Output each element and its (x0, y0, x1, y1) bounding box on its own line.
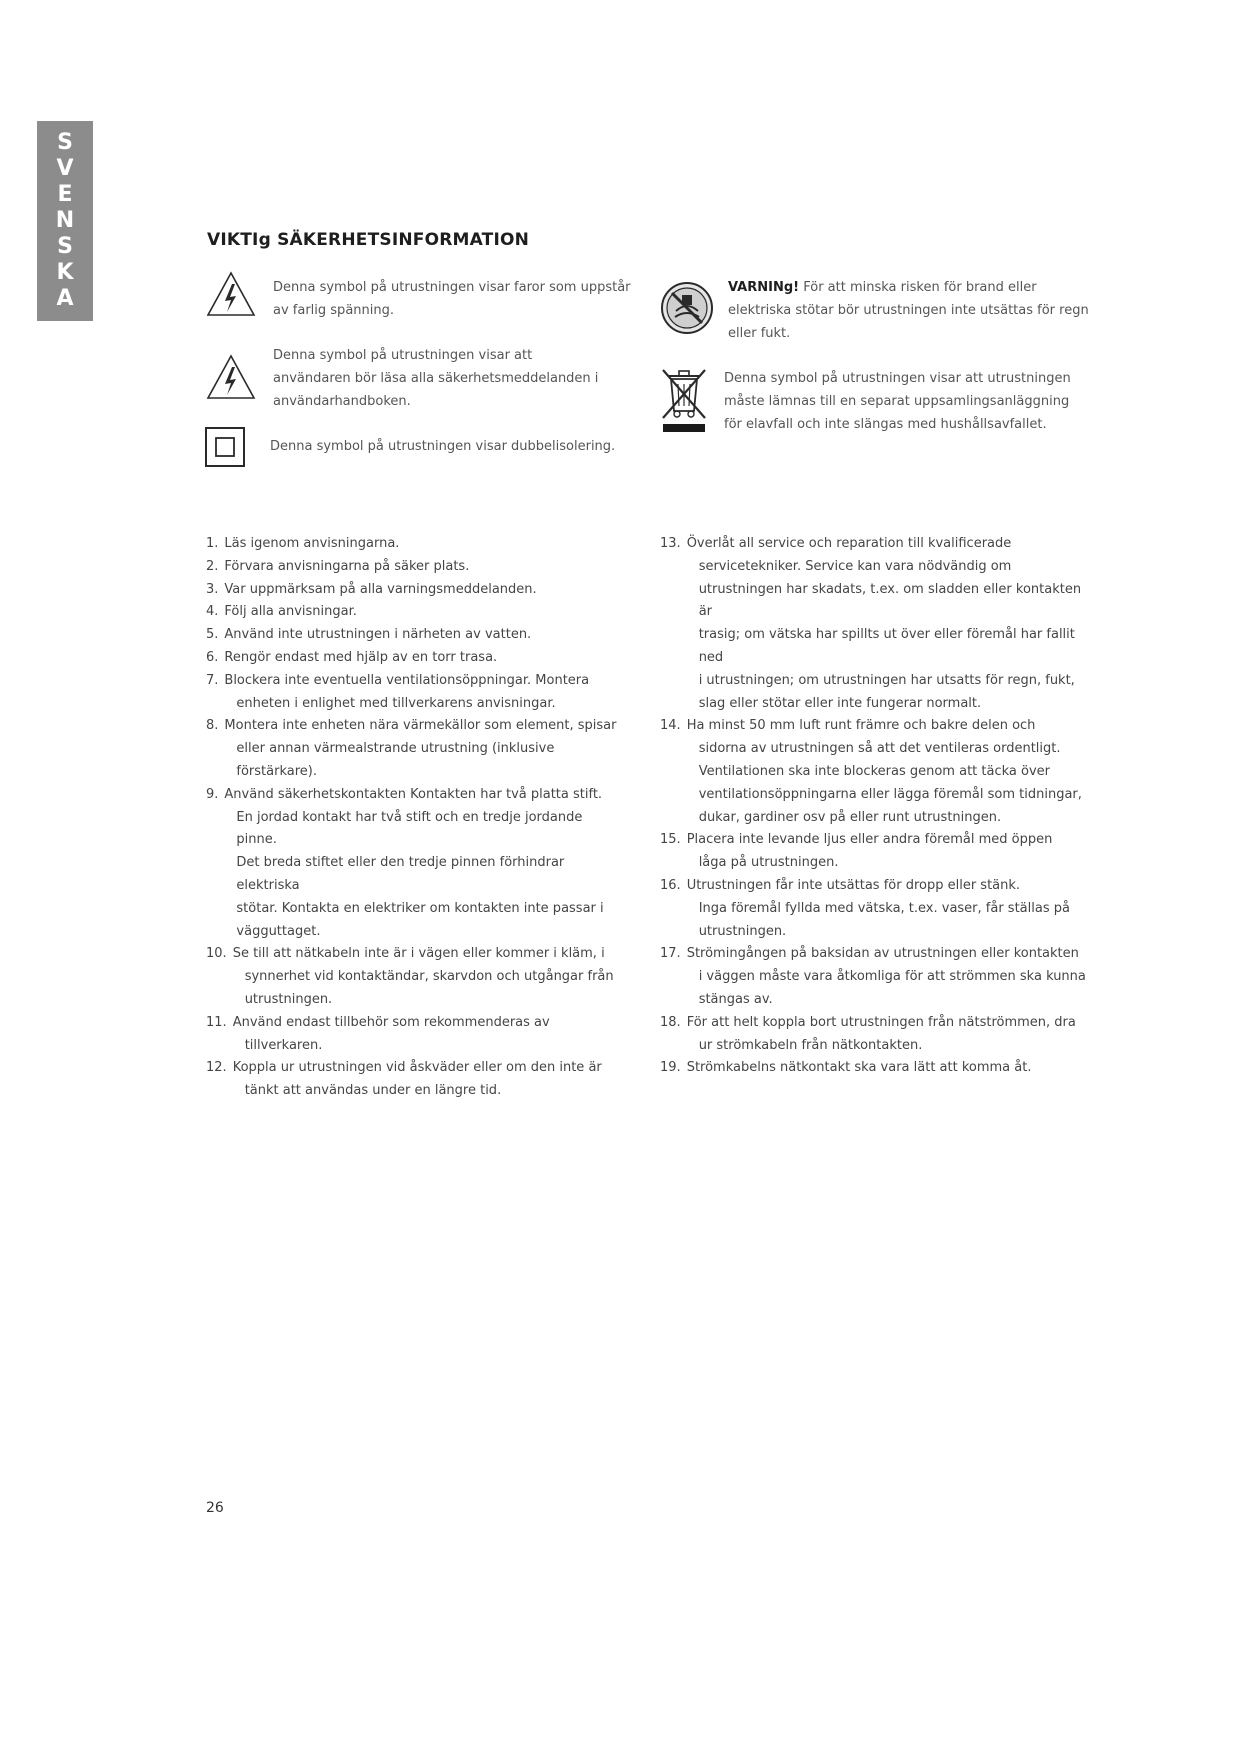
instruction-number: 9. (206, 786, 219, 802)
instruction-text (224, 601, 626, 624)
instruction-item (206, 601, 626, 624)
instruction-line: Använd inte utrustningen i närheten av vatten. (224, 627, 532, 643)
instruction-text (224, 715, 626, 783)
instruction-line: tillverkaren. (244, 1037, 323, 1053)
instruction-line: Inga föremål fyllda med vätska, t.ex. vaser, får ställas på (698, 900, 1070, 916)
double-square-icon (205, 427, 245, 467)
instruction-line: synnerhet vid kontaktändar, skarvdon och utgångar från (244, 969, 614, 985)
symbol-description (273, 344, 598, 413)
language-tab-letter: V (56, 156, 74, 181)
instruction-line: tänkt att användas under en längre tid. (244, 1083, 502, 1099)
instruction-line: servicetekniker. Service kan vara nödvändig om (698, 558, 1012, 574)
instruction-number: 14. (660, 718, 681, 734)
instruction-line: Rengör endast med hjälp av en torr trasa. (224, 649, 498, 665)
instruction-text (233, 1012, 626, 1058)
instruction-item (206, 647, 626, 670)
instruction-item (660, 533, 1090, 715)
symbol-text-line: Denna symbol på utrustningen visar dubbelisolering. (270, 439, 616, 454)
instruction-line: Se till att nätkabeln inte är i vägen eller kommer i kläm, i (232, 946, 605, 962)
instruction-item (660, 715, 1090, 829)
instruction-line: slag eller stötar eller inte fungerar normalt. (698, 695, 982, 711)
instruction-number: 16. (660, 877, 681, 893)
instruction-number: 18. (660, 1014, 681, 1030)
instruction-number: 10. (206, 946, 227, 962)
instruction-line: Ha minst 50 mm luft runt främre och bakre delen och (686, 718, 1036, 734)
instruction-number: 7. (206, 672, 219, 688)
language-tab-letter: A (56, 286, 74, 311)
symbol-description (724, 367, 1071, 436)
instruction-line: ventilationsöppningarna eller lägga föremål som tidningar, (698, 786, 1082, 802)
instruction-line: För att helt koppla bort utrustningen från nätströmmen, dra (686, 1014, 1076, 1030)
symbol-description (273, 276, 631, 322)
symbol-text-line: eller fukt. (728, 326, 791, 341)
instruction-text (687, 1012, 1090, 1058)
instruction-item (206, 670, 626, 716)
instruction-item (206, 943, 626, 1011)
instruction-line: stängas av. (698, 991, 773, 1007)
instruction-item (206, 579, 626, 602)
instruction-text (687, 875, 1090, 943)
instruction-number: 11. (206, 1014, 227, 1030)
instruction-text (687, 829, 1090, 875)
instructions-list-right (660, 533, 1090, 1080)
instruction-line: utrustningen. (244, 991, 333, 1007)
language-tab-letter: K (56, 260, 74, 285)
instruction-line: Använd endast tillbehör som rekommenderas av (232, 1014, 550, 1030)
instruction-number: 5. (206, 627, 219, 643)
instruction-line: Läs igenom anvisningarna. (224, 536, 400, 551)
instruction-text (224, 647, 626, 670)
warning-description (728, 276, 1089, 345)
instruction-line: utrustningen har skadats, t.ex. om sladden eller kontakten är (698, 581, 1082, 620)
instruction-text (687, 533, 1090, 715)
instruction-line: vägguttaget. (236, 923, 321, 939)
instruction-item (206, 533, 626, 556)
symbol-text-line: Denna symbol på utrustningen visar att (273, 348, 533, 363)
instruction-line: Ventilationen ska inte blockeras genom att täcka över (698, 763, 1050, 779)
instruction-number: 1. (206, 536, 219, 551)
instruction-text (687, 943, 1090, 1011)
instruction-line: låga på utrustningen. (698, 855, 839, 871)
instruction-line: Följ alla anvisningar. (224, 604, 357, 620)
instruction-item (660, 1057, 1090, 1080)
instruction-text (233, 1057, 626, 1103)
instruction-text (224, 533, 626, 556)
symbol-text-line: Denna symbol på utrustningen visar att utrustningen (724, 371, 1071, 386)
instruction-item (660, 1012, 1090, 1058)
instruction-number: 15. (660, 832, 681, 848)
symbol-text-line: Denna symbol på utrustningen visar faror som uppstår (273, 280, 631, 295)
instruction-line: i väggen måste vara åtkomliga för att strömmen ska kunna (698, 969, 1086, 985)
lightning-triangle-icon (205, 353, 257, 401)
instruction-line: enheten i enlighet med tillverkarens anvisningar. (236, 695, 556, 711)
symbol-text-line: för elavfall och inte slängas med hushållsavfallet. (724, 417, 1047, 432)
language-tab-letter: S (57, 130, 73, 155)
instruction-line: ur strömkabeln från nätkontakten. (698, 1037, 923, 1053)
language-tab-letter: N (55, 208, 75, 233)
instruction-number: 13. (660, 536, 681, 551)
instruction-line: Strömkabelns nätkontakt ska vara lätt att komma åt. (686, 1060, 1032, 1076)
no-water-icon (660, 281, 714, 335)
instructions-list-left (206, 533, 626, 1103)
language-tab (37, 121, 93, 321)
page-title: VIKTIg SÄKERHETSINFORMATION (207, 230, 530, 250)
warning-first-line (728, 276, 1089, 299)
instruction-line: Det breda stiftet eller den tredje pinnen förhindrar elektriska (236, 855, 565, 893)
instruction-item (206, 784, 626, 944)
crossed-bin-icon (660, 366, 708, 434)
instruction-text (687, 715, 1090, 829)
instruction-text (233, 943, 626, 1011)
symbol-text-line: måste lämnas till en separat uppsamlingsanläggning (724, 394, 1070, 409)
instruction-line: Blockera inte eventuella ventilationsöppningar. Montera (224, 672, 590, 688)
instruction-text (224, 556, 626, 579)
instruction-text (224, 624, 626, 647)
instruction-number: 4. (206, 604, 219, 620)
instruction-item (660, 943, 1090, 1011)
instruction-line: Montera inte enheten nära värmekällor som element, spisar (224, 718, 617, 734)
instruction-item (206, 1057, 626, 1103)
instruction-item (660, 829, 1090, 875)
instruction-line: trasig; om vätska har spillts ut över eller föremål har fallit ned (698, 627, 1075, 665)
instruction-line: Utrustningen får inte utsättas för dropp eller stänk. (686, 877, 1021, 893)
instruction-text (224, 670, 626, 716)
instruction-number: 12. (206, 1060, 227, 1076)
instruction-text (224, 784, 626, 944)
instruction-line: Överlåt all service och reparation till kvalificerade (686, 536, 1012, 551)
symbol-text-line: elektriska stötar bör utrustningen inte utsättas för regn (728, 303, 1089, 318)
instruction-number: 6. (206, 649, 219, 665)
warning-label: VARNINg! (728, 280, 800, 295)
instruction-line: dukar, gardiner osv på eller runt utrustningen. (698, 809, 1002, 825)
symbol-text-line: användaren bör läsa alla säkerhetsmeddelanden i (273, 371, 599, 386)
symbol-description (270, 435, 615, 458)
instruction-text (687, 1057, 1090, 1080)
instruction-item (206, 556, 626, 579)
instruction-line: En jordad kontakt har två stift och en tredje jordande pinne. (236, 809, 583, 848)
instruction-line: sidorna av utrustningen så att det ventileras ordentligt. (698, 741, 1061, 757)
instruction-item (206, 1012, 626, 1058)
instruction-number: 8. (206, 718, 219, 734)
instruction-line: i utrustningen; om utrustningen har utsatts för regn, fukt, (698, 672, 1075, 688)
instruction-line: Var uppmärksam på alla varningsmeddelanden. (224, 581, 537, 597)
instruction-line: eller annan värmealstrande utrustning (inklusive förstärkare). (236, 741, 555, 779)
instruction-line: Placera inte levande ljus eller andra föremål med öppen (686, 832, 1053, 848)
instruction-item (660, 875, 1090, 943)
symbol-text-line: av farlig spänning. (273, 303, 394, 318)
instruction-line: Koppla ur utrustningen vid åskväder eller om den inte är (232, 1060, 602, 1076)
language-tab-letter: S (57, 234, 73, 259)
instruction-line: Använd säkerhetskontakten Kontakten har två platta stift. (224, 786, 603, 802)
page-number: 26 (206, 1500, 224, 1516)
language-tab-letter: E (57, 182, 73, 207)
warning-first-text: För att minska risken för brand eller (799, 280, 1037, 295)
instruction-number: 17. (660, 946, 681, 962)
lightning-triangle-icon (205, 270, 257, 318)
instruction-number: 2. (206, 558, 219, 574)
instruction-item (206, 624, 626, 647)
instruction-line: stötar. Kontakta en elektriker om kontakten inte passar i (236, 900, 604, 916)
instruction-number: 19. (660, 1060, 681, 1076)
symbol-text-line: användarhandboken. (273, 394, 411, 409)
instruction-line: Förvara anvisningarna på säker plats. (224, 558, 470, 574)
instruction-text (224, 579, 626, 602)
instruction-item (206, 715, 626, 783)
instruction-line: Strömingången på baksidan av utrustningen eller kontakten (686, 946, 1079, 962)
instruction-number: 3. (206, 581, 219, 597)
instruction-line: utrustningen. (698, 923, 787, 939)
